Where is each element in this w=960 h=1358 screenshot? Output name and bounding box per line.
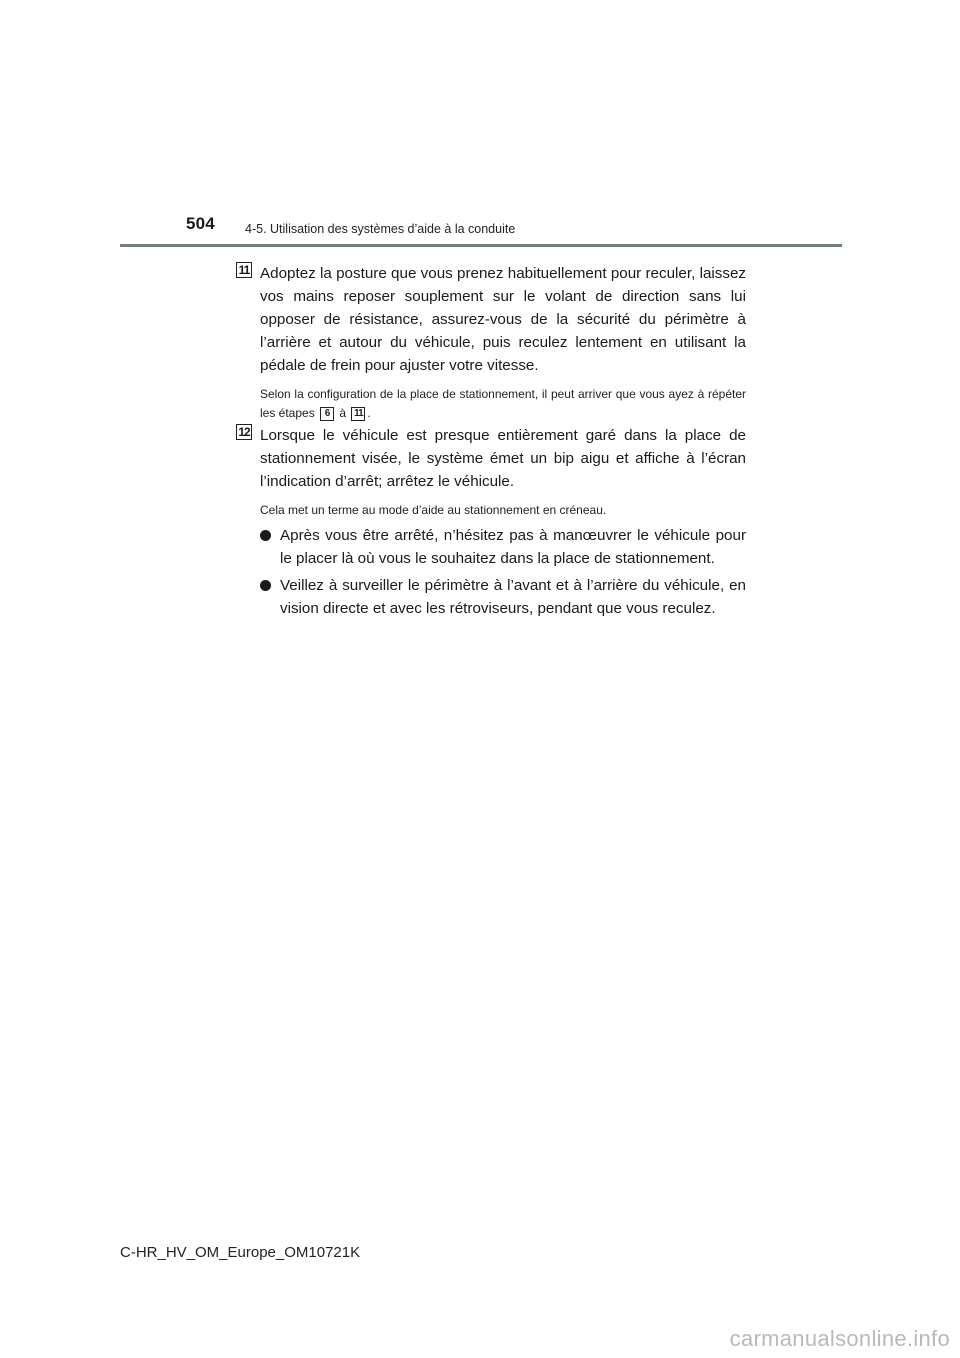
bullet-list <box>260 524 746 620</box>
note-text-middle: à <box>339 406 347 420</box>
step-instruction: Adoptez la posture que vous prenez habituellement pour reculer, laissez vos mains reposer souplement sur le volant de direction sans lui opposer de résistance, assurez-vous de la sécurité du périmètre à l’arrière et autour du véhicule, puis reculez lentement en utilisant la pédale de frein pour ajuster votre vitesse. <box>260 265 746 374</box>
step-instruction: Lorsque le véhicule est presque entièrement garé dans la place de stationnement visée, le système émet un bip aigu et affiche à l’écran l’indication d’arrêt; arrêtez le véhicule. <box>260 427 746 490</box>
step-number-badge: 11 <box>236 262 252 278</box>
list-item-text: Après vous être arrêté, n’hésitez pas à manœuvrer le véhicule pour le placer là où vous le souhaitez dans la place de stationnement. <box>280 527 746 567</box>
bullet-icon <box>260 580 271 591</box>
bullet-icon <box>260 530 271 541</box>
step-11 <box>236 262 746 423</box>
step-reference-badge: 6 <box>320 407 334 421</box>
note-text-after: . <box>367 406 371 420</box>
step-note <box>260 385 746 423</box>
section-title: 4-5. Utilisation des systèmes d’aide à la conduite <box>245 222 516 236</box>
note-text-before: Selon la configuration de la place de stationnement, il peut arriver que vous ayez à répéter les étapes <box>260 387 746 420</box>
list-item <box>260 574 746 620</box>
page-number: 504 <box>186 214 215 233</box>
watermark: carmanualsonline.info <box>729 1326 950 1351</box>
list-item-text: Veillez à surveiller le périmètre à l’avant et à l’arrière du véhicule, en vision directe et avec les rétroviseurs, pendant que vous reculez. <box>280 577 746 617</box>
step-12 <box>236 424 746 636</box>
header-divider <box>120 244 842 247</box>
step-number-badge: 12 <box>236 424 252 440</box>
document-code: C-HR_HV_OM_Europe_OM10721K <box>120 1244 361 1261</box>
step-reference-badge: 11 <box>351 407 365 421</box>
list-item <box>260 524 746 570</box>
step-note: Cela met un terme au mode d’aide au stationnement en créneau. <box>260 503 607 517</box>
